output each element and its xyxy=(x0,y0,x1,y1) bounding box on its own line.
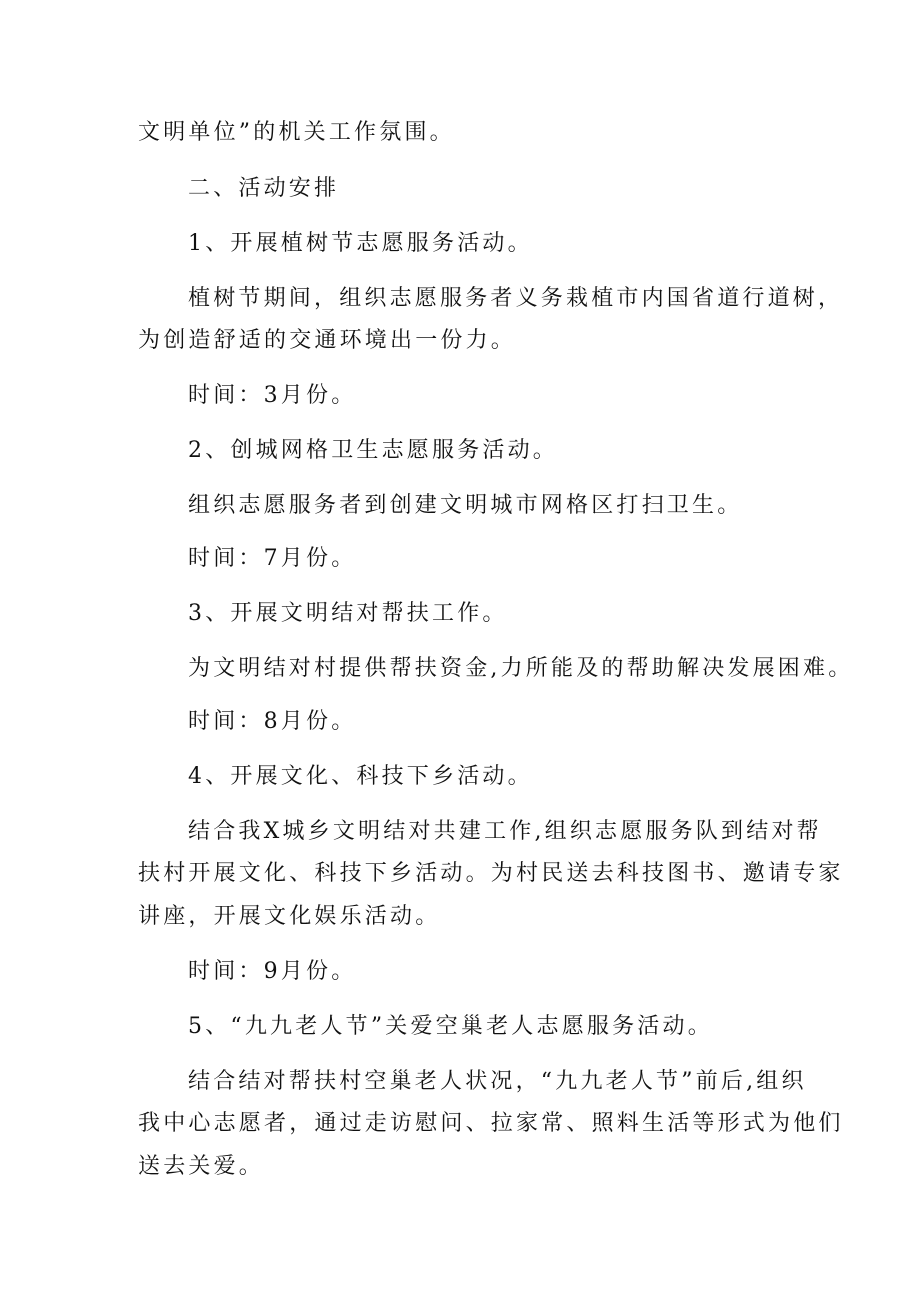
paragraph-line: 文明单位”的机关工作氛围。 xyxy=(138,120,455,145)
time-line: 时间：9月份。 xyxy=(188,959,357,984)
section-heading: 二、活动安排 xyxy=(188,176,340,201)
item-heading: 3、开展文明结对帮扶工作。 xyxy=(188,601,508,626)
time-line: 时间：8月份。 xyxy=(188,709,357,734)
paragraph-line: 送去关爱。 xyxy=(138,1154,265,1179)
time-line: 时间：3月份。 xyxy=(188,383,357,408)
item-heading: 4、开展文化、科技下乡活动。 xyxy=(188,764,533,789)
paragraph-line: 结合我X城乡文明结对共建工作,组织志愿服务队到结对帮 xyxy=(188,819,822,844)
paragraph-line: 我中心志愿者，通过走访慰问、拉家常、照料生活等形式为他们 xyxy=(138,1111,844,1136)
item-heading: 2、创城网格卫生志愿服务活动。 xyxy=(188,438,558,463)
time-line: 时间：7月份。 xyxy=(188,546,357,571)
paragraph-line: 结合结对帮扶村空巢老人状况，“九九老人节”前后,组织 xyxy=(188,1069,807,1094)
item-heading: 1、开展植树节志愿服务活动。 xyxy=(188,231,533,256)
paragraph-line: 组织志愿服务者到创建文明城市网格区打扫卫生。 xyxy=(188,493,743,518)
paragraph-line: 为创造舒适的交通环境出一份力。 xyxy=(138,328,517,353)
item-heading: 5、“九九老人节”关爱空巢老人志愿服务活动。 xyxy=(188,1014,713,1039)
paragraph-line: 扶村开展文化、科技下乡活动。为村民送去科技图书、邀请专家 xyxy=(138,861,844,886)
paragraph-line: 为文明结对村提供帮扶资金,力所能及的帮助解决发展困难。 xyxy=(188,656,854,681)
paragraph-line: 讲座，开展文化娱乐活动。 xyxy=(138,904,441,929)
paragraph-line: 植树节期间，组织志愿服务者义务栽植市内国省道行道树， xyxy=(188,286,844,311)
